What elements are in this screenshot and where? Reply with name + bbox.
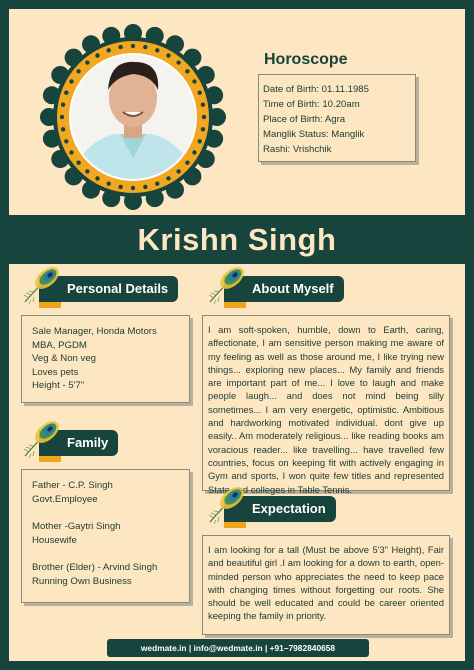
peacock-feather-icon	[202, 482, 248, 528]
interest: Loves pets	[32, 366, 79, 378]
about-header	[202, 276, 362, 302]
horoscope-heading: Horoscope	[264, 51, 348, 68]
birth-time: Time of Birth: 10.20am	[263, 99, 360, 110]
profile-photo	[40, 24, 226, 210]
family-header	[17, 430, 137, 456]
expectation-heading: Expectation	[224, 496, 336, 522]
brother-name: Brother (Elder) - Arvind Singh	[32, 562, 158, 573]
mother-name: Mother -Gaytri Singh	[32, 521, 121, 532]
personal-details-box	[21, 315, 190, 403]
family-box	[21, 469, 190, 603]
expectation-text: I am looking for a tall (Must be above 5'3" Height), Fair and beautiful girl .I am looking for a down to earth, open-minded person who appreciates the need to keep pace with changing times without forgetting our roots. She should be well educated and could be career oriented keeping the family in priority.	[208, 544, 444, 622]
family-heading: Family	[39, 430, 118, 456]
profile-photo-frame	[40, 24, 226, 210]
manglik-status: Manglik Status: Manglik	[263, 129, 365, 140]
personal-details-heading: Personal Details	[39, 276, 178, 302]
peacock-feather-icon	[17, 262, 63, 308]
biodata-page	[9, 9, 465, 661]
diet: Veg & Non veg	[32, 353, 97, 364]
mother-occupation: Housewife	[32, 534, 77, 546]
education: MBA, PGDM	[32, 339, 87, 351]
father-occupation: Govt.Employee	[32, 493, 98, 505]
occupation: Sale Manager, Honda Motors	[32, 326, 157, 337]
rashi: Rashi: Vrishchik	[263, 144, 332, 155]
name-banner	[9, 215, 465, 264]
peacock-feather-icon	[202, 262, 248, 308]
birth-date: Date of Birth: 01.11.1985	[263, 84, 369, 95]
contact-footer: wedmate.in | info@wedmate.in | +91–7982840658	[107, 639, 369, 657]
expectation-header	[202, 496, 342, 522]
about-heading: About Myself	[224, 276, 344, 302]
expectation-box	[202, 535, 450, 635]
father-name: Father - C.P. Singh	[32, 480, 113, 491]
brother-occupation: Running Own Business	[32, 575, 132, 587]
horoscope-box	[258, 74, 416, 162]
height: Height - 5'7"	[32, 380, 85, 391]
person-name: Krishn Singh	[137, 222, 337, 257]
birth-place: Place of Birth: Agra	[263, 114, 346, 125]
peacock-feather-icon	[17, 416, 63, 462]
about-text: I am soft-spoken, humble, down to Earth, caring, affectionate, I am sensitive person making me aware of my feeling as well as those around me, I like trying new things... exploring new places... My family and friends are important part of me... I love to laugh and make people laugh... and does not mind being silly sometimes... I am very energetic, optimistic. Ambitious and hardworking motivated individual. dont give up easily.. Am moderately religious... like reading books am voracious reader... like travelling... have travelled few countries, focus on keeping fit with actively engaging in Gym and sports, I won quite few titles and represented State and colleges in Table Tennis.	[208, 324, 444, 495]
personal-details-header	[17, 276, 187, 302]
about-box	[202, 315, 450, 495]
